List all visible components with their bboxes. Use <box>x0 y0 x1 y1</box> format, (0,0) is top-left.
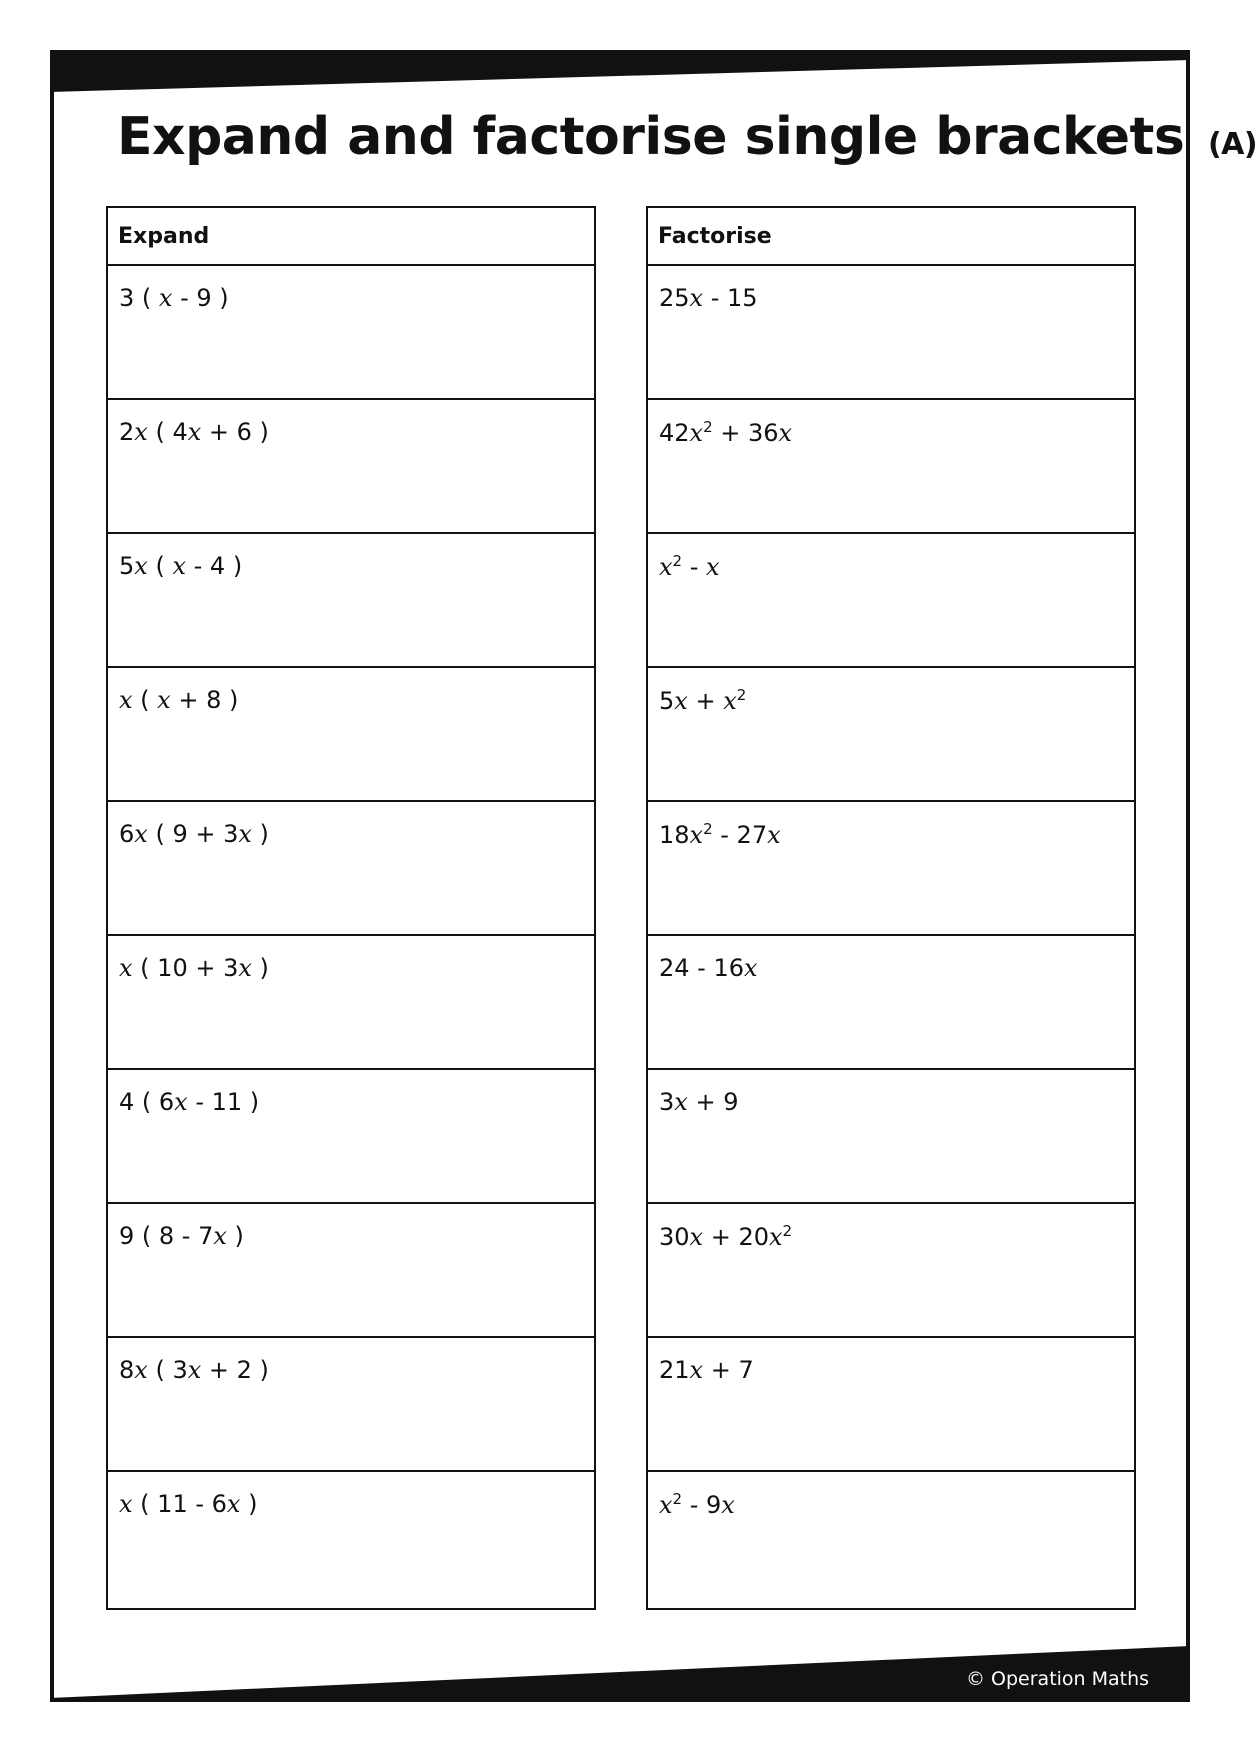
factorise-question-2: $42x^2 + 36x$ <box>648 400 1134 534</box>
factorise-header: Factorise <box>648 208 1134 266</box>
expand-question-3: 5x ( x - 4 ) <box>108 534 594 668</box>
expand-header: Expand <box>108 208 594 266</box>
expand-question-7: 4 ( 6x - 11 ) <box>108 1070 594 1204</box>
expand-question-1: 3 ( x - 9 ) <box>108 266 594 400</box>
factorise-question-4: $5x + x^2$ <box>648 668 1134 802</box>
factorise-question-10: $x^2 - 9x$ <box>659 1490 735 1519</box>
expand-question-4: x ( x + 8 ) <box>108 668 594 802</box>
page-title <box>117 107 1257 167</box>
factorise-question-3: $x^2$ - x <box>648 534 1134 668</box>
expand-column <box>106 206 596 1610</box>
expand-question-2: 2x ( 4x + 6 ) <box>108 400 594 534</box>
factorise-question-1: 25x - 15 <box>648 266 1134 400</box>
factorise-question-7: 3x + 9 <box>648 1070 1134 1204</box>
expand-rows <box>108 266 594 1606</box>
expand-question-6: x ( 10 + 3x ) <box>108 936 594 1070</box>
factorise-question-5: $18x^2 - 27x$ <box>648 802 1134 936</box>
expand-question-10: x ( 11 - 6x ) <box>119 1490 258 1518</box>
expand-question-9: 8x ( 3x + 2 ) <box>108 1338 594 1472</box>
factorise-question-9: 21x + 7 <box>648 1338 1134 1472</box>
factorise-question-6: 24 - 16x <box>648 936 1134 1070</box>
copyright-text: © Operation Maths <box>966 1668 1150 1690</box>
factorise-rows <box>648 266 1134 1606</box>
factorise-column <box>646 206 1136 1610</box>
factorise-question-8: $30x + 20x^2$ <box>648 1204 1134 1338</box>
expand-question-8: 9 ( 8 - 7x ) <box>108 1204 594 1338</box>
title-suffix: (A) <box>1207 127 1257 162</box>
expand-question-5: 6x ( 9 + 3x ) <box>108 802 594 936</box>
top-decorative-band <box>0 0 1241 100</box>
title-main: Expand and factorise single brackets <box>117 107 1185 167</box>
